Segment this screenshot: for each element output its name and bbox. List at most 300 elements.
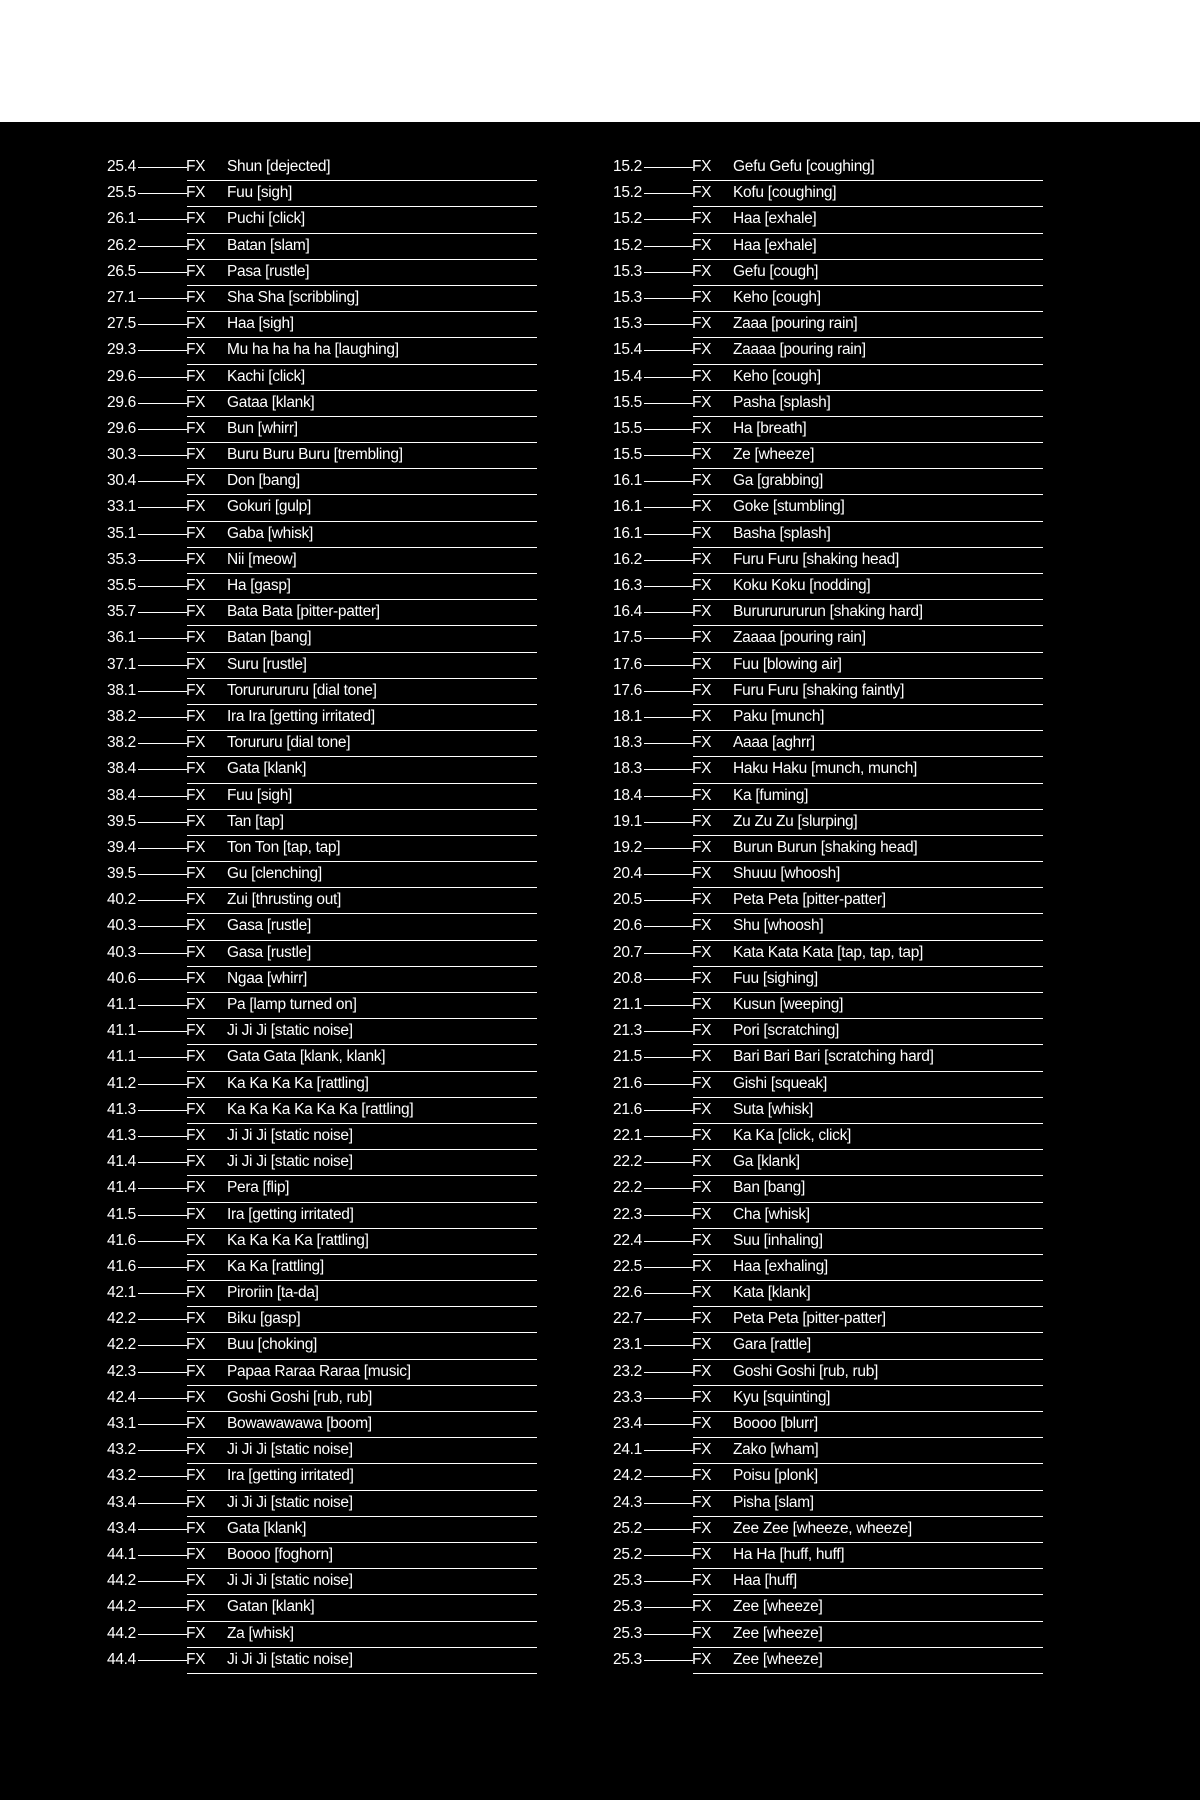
sound-effect-translation: Boooo [foghorn] — [227, 1545, 333, 1563]
fx-label: FX — [186, 1153, 206, 1171]
fx-entry — [613, 653, 1043, 679]
leader-line — [644, 769, 693, 770]
leader-line — [138, 953, 187, 954]
leader-line — [138, 926, 187, 927]
sound-effect-translation: Pa [lamp turned on] — [227, 996, 357, 1013]
page-panel-number: 19.2 — [613, 838, 642, 856]
fx-entry — [613, 862, 1043, 888]
fx-entry — [107, 1176, 537, 1202]
fx-label: FX — [186, 262, 206, 280]
fx-label: FX — [692, 1153, 712, 1171]
sound-effect-translation: Zaaaa [pouring rain] — [733, 341, 866, 359]
leader-line — [138, 167, 187, 168]
fx-entry — [613, 1595, 1043, 1621]
fx-label: FX — [186, 472, 206, 490]
fx-entry — [613, 600, 1043, 626]
fx-entry — [107, 155, 537, 181]
leader-line — [644, 1634, 693, 1635]
leader-line — [644, 534, 693, 535]
fx-label: FX — [186, 577, 206, 594]
fx-entry — [107, 862, 537, 888]
sound-effect-translation: Ha [gasp] — [227, 577, 291, 594]
leader-line — [138, 822, 187, 823]
page-panel-number: 42.2 — [107, 1310, 136, 1328]
leader-line — [644, 1529, 693, 1530]
page-panel-number: 39.5 — [107, 865, 136, 883]
page-panel-number: 15.2 — [613, 236, 642, 254]
sound-effect-translation: Gata [klank] — [227, 1519, 307, 1537]
fx-label: FX — [186, 1100, 206, 1118]
leader-line — [138, 403, 187, 404]
fx-label: FX — [692, 838, 712, 856]
leader-line — [644, 691, 693, 692]
page-panel-number: 19.1 — [613, 812, 642, 830]
fx-label: FX — [186, 184, 206, 202]
fx-entry — [107, 600, 537, 626]
leader-line — [138, 350, 187, 351]
fx-label: FX — [692, 655, 712, 673]
leader-line — [644, 1660, 693, 1661]
fx-entry — [107, 312, 537, 338]
page-panel-number: 44.2 — [107, 1624, 136, 1642]
page-panel-number: 25.5 — [107, 184, 136, 202]
page-panel-number: 21.1 — [613, 996, 642, 1013]
page-panel-number: 41.6 — [107, 1257, 136, 1275]
fx-entry — [107, 1255, 537, 1281]
fx-label: FX — [186, 1441, 206, 1459]
page-panel-number: 38.1 — [107, 681, 136, 699]
sound-effect-translation: Keho [cough] — [733, 288, 821, 306]
page-panel-number: 20.6 — [613, 917, 642, 935]
fx-label: FX — [692, 184, 712, 202]
fx-entry — [107, 1124, 537, 1150]
leader-line — [644, 796, 693, 797]
page-panel-number: 44.4 — [107, 1650, 136, 1668]
page-panel-number: 29.6 — [107, 419, 136, 437]
page-panel-number: 44.1 — [107, 1545, 136, 1563]
page-panel-number: 22.2 — [613, 1153, 642, 1171]
leader-line — [138, 1319, 187, 1320]
sound-effect-translation: Torururu [dial tone] — [227, 734, 351, 752]
page-panel-number: 23.3 — [613, 1388, 642, 1406]
fx-label: FX — [186, 1650, 206, 1668]
page-panel-number: 22.4 — [613, 1231, 642, 1249]
leader-line — [138, 1581, 187, 1582]
sound-effect-translation: Boooo [blurr] — [733, 1415, 818, 1432]
page-panel-number: 15.2 — [613, 210, 642, 228]
sound-effect-translation: Ira [getting irritated] — [227, 1205, 354, 1223]
leader-line — [644, 1607, 693, 1608]
sound-effect-translation: Ira [getting irritated] — [227, 1467, 354, 1485]
page-panel-number: 39.5 — [107, 812, 136, 830]
leader-line — [138, 324, 187, 325]
sound-effect-translation: Gasa [rustle] — [227, 917, 311, 935]
page-panel-number: 18.3 — [613, 760, 642, 778]
page-panel-number: 25.3 — [613, 1650, 642, 1668]
fx-entry — [107, 888, 537, 914]
sound-effect-translation: Poisu [plonk] — [733, 1467, 818, 1485]
sound-effect-translation: Ka Ka Ka Ka [rattling] — [227, 1074, 369, 1092]
fx-label: FX — [186, 1519, 206, 1537]
fx-entry — [613, 207, 1043, 233]
fx-entry — [613, 443, 1043, 469]
sound-effect-translation: Mu ha ha ha ha [laughing] — [227, 341, 399, 359]
fx-label: FX — [692, 577, 712, 594]
page-panel-number: 43.2 — [107, 1467, 136, 1485]
sound-effect-translation: Ka Ka Ka Ka Ka Ka [rattling] — [227, 1100, 414, 1118]
leader-line — [644, 953, 693, 954]
leader-line — [644, 822, 693, 823]
page-panel-number: 41.2 — [107, 1074, 136, 1092]
fx-entry — [613, 757, 1043, 783]
page-panel-number: 33.1 — [107, 498, 136, 516]
page-panel-number: 38.2 — [107, 734, 136, 752]
fx-entry — [613, 784, 1043, 810]
fx-entry — [613, 548, 1043, 574]
page-panel-number: 30.4 — [107, 472, 136, 490]
sound-effect-translation: Bun [whirr] — [227, 419, 298, 437]
fx-label: FX — [692, 1336, 712, 1354]
fx-entry — [107, 1203, 537, 1229]
sound-effect-translation: Fuu [sigh] — [227, 786, 293, 804]
fx-column-left — [107, 155, 537, 1674]
leader-line — [138, 560, 187, 561]
sound-effect-translation: Gara [rattle] — [733, 1336, 811, 1354]
fx-label: FX — [692, 1598, 712, 1616]
fx-entry — [107, 1072, 537, 1098]
fx-label: FX — [186, 838, 206, 856]
fx-label: FX — [186, 1545, 206, 1563]
fx-label: FX — [692, 734, 712, 752]
sound-effect-translation: Batan [slam] — [227, 236, 310, 254]
leader-line — [138, 1293, 187, 1294]
fx-entry — [107, 495, 537, 521]
page-panel-number: 18.3 — [613, 734, 642, 752]
fx-entry — [107, 1569, 537, 1595]
leader-line — [138, 900, 187, 901]
page-panel-number: 42.2 — [107, 1336, 136, 1354]
page-panel-number: 20.5 — [613, 891, 642, 909]
fx-entry — [107, 522, 537, 548]
page-panel-number: 38.4 — [107, 760, 136, 778]
fx-entry — [107, 784, 537, 810]
sound-effect-translation: Piroriin [ta-da] — [227, 1284, 319, 1302]
sound-effect-translation: Ka Ka Ka Ka [rattling] — [227, 1231, 369, 1249]
sound-effect-translation: Bowawawawa [boom] — [227, 1415, 372, 1432]
fx-entry — [107, 836, 537, 862]
sound-effect-translation: Koku Koku [nodding] — [733, 577, 871, 594]
leader-line — [644, 403, 693, 404]
fx-entry — [613, 417, 1043, 443]
page-panel-number: 16.1 — [613, 524, 642, 542]
fx-label: FX — [692, 419, 712, 437]
fx-entry — [613, 1543, 1043, 1569]
sound-effect-translation: Gaba [whisk] — [227, 524, 313, 542]
fx-entry — [107, 207, 537, 233]
fx-entry — [107, 1333, 537, 1359]
sound-effect-translation: Gasa [rustle] — [227, 943, 311, 961]
fx-entry — [613, 365, 1043, 391]
page-panel-number: 16.2 — [613, 550, 642, 568]
sound-effect-translation: Suu [inhaling] — [733, 1231, 823, 1249]
leader-line — [644, 324, 693, 325]
leader-line — [138, 1529, 187, 1530]
leader-line — [138, 1450, 187, 1451]
leader-line — [644, 1267, 693, 1268]
fx-entry — [107, 1281, 537, 1307]
sound-effect-translation: Zako [wham] — [733, 1441, 819, 1459]
fx-entry — [107, 914, 537, 940]
leader-line — [138, 1555, 187, 1556]
leader-line — [644, 167, 693, 168]
leader-line — [138, 1398, 187, 1399]
leader-line — [644, 193, 693, 194]
leader-line — [138, 1345, 187, 1346]
fx-label: FX — [186, 865, 206, 883]
leader-line — [138, 1031, 187, 1032]
fx-label: FX — [692, 498, 712, 516]
fx-label: FX — [186, 498, 206, 516]
fx-entry — [613, 391, 1043, 417]
sound-effect-translation: Zee [wheeze] — [733, 1624, 823, 1642]
fx-label: FX — [692, 1362, 712, 1380]
page-panel-number: 44.2 — [107, 1598, 136, 1616]
fx-entry — [613, 155, 1043, 181]
sound-effect-translation: Furu Furu [shaking head] — [733, 550, 899, 568]
page-panel-number: 36.1 — [107, 629, 136, 647]
sound-effect-translation: Gishi [squeak] — [733, 1074, 828, 1092]
leader-line — [644, 1110, 693, 1111]
leader-line — [644, 1241, 693, 1242]
fx-label: FX — [186, 1074, 206, 1092]
fx-entry — [613, 1360, 1043, 1386]
page-panel-number: 15.5 — [613, 393, 642, 411]
sound-effect-translation: Suta [whisk] — [733, 1100, 813, 1118]
fx-label: FX — [692, 262, 712, 280]
fx-entry — [613, 1438, 1043, 1464]
fx-label: FX — [186, 393, 206, 411]
sound-effect-translation: Peta Peta [pitter-patter] — [733, 1310, 886, 1328]
page-panel-number: 25.3 — [613, 1572, 642, 1590]
fx-label: FX — [186, 341, 206, 359]
fx-entry — [107, 653, 537, 679]
fx-label: FX — [692, 1493, 712, 1511]
fx-label: FX — [186, 524, 206, 542]
fx-label: FX — [692, 681, 712, 699]
sound-effect-translation: Kachi [click] — [227, 367, 305, 385]
fx-entry — [107, 548, 537, 574]
leader-line — [644, 979, 693, 980]
leader-line — [138, 1057, 187, 1058]
page-panel-number: 24.3 — [613, 1493, 642, 1511]
fx-label: FX — [692, 393, 712, 411]
fx-entry — [107, 443, 537, 469]
leader-line — [644, 1162, 693, 1163]
fx-label: FX — [692, 367, 712, 385]
page-panel-number: 26.1 — [107, 210, 136, 228]
page-panel-number: 35.5 — [107, 577, 136, 594]
sound-effect-translation: Batan [bang] — [227, 629, 312, 647]
fx-label: FX — [692, 891, 712, 909]
fx-label: FX — [186, 210, 206, 228]
sound-effect-translation: Haa [exhaling] — [733, 1257, 828, 1275]
leader-line — [138, 979, 187, 980]
leader-line — [644, 874, 693, 875]
fx-label: FX — [186, 996, 206, 1013]
page-panel-number: 27.1 — [107, 288, 136, 306]
fx-entry — [613, 1333, 1043, 1359]
sound-effect-translation: Ton Ton [tap, tap] — [227, 838, 341, 856]
leader-line — [644, 481, 693, 482]
fx-entry — [107, 1438, 537, 1464]
sound-effect-translation: Furu Furu [shaking faintly] — [733, 681, 905, 699]
fx-entry — [107, 1491, 537, 1517]
leader-line — [138, 193, 187, 194]
leader-line — [138, 638, 187, 639]
page-panel-number: 43.4 — [107, 1493, 136, 1511]
leader-line — [644, 1503, 693, 1504]
leader-line — [138, 1215, 187, 1216]
leader-line — [644, 1057, 693, 1058]
leader-line — [644, 743, 693, 744]
page-panel-number: 22.5 — [613, 1257, 642, 1275]
fx-label: FX — [186, 1415, 206, 1432]
sound-effect-translation: Ji Ji Ji [static noise] — [227, 1126, 353, 1144]
fx-label: FX — [692, 524, 712, 542]
sound-effect-translation: Basha [splash] — [733, 524, 831, 542]
fx-label: FX — [186, 1388, 206, 1406]
fx-label: FX — [692, 1179, 712, 1197]
fx-label: FX — [186, 446, 206, 464]
fx-entry — [613, 181, 1043, 207]
page-panel-number: 29.3 — [107, 341, 136, 359]
leader-line — [644, 1319, 693, 1320]
fx-entry — [613, 626, 1043, 652]
fx-label: FX — [692, 943, 712, 961]
leader-line — [138, 1267, 187, 1268]
fx-label: FX — [692, 1074, 712, 1092]
fx-entry — [613, 1255, 1043, 1281]
page-panel-number: 41.5 — [107, 1205, 136, 1223]
fx-entry — [107, 574, 537, 600]
sound-effect-translation: Don [bang] — [227, 472, 300, 490]
leader-line — [138, 1110, 187, 1111]
sound-effect-translation: Keho [cough] — [733, 367, 821, 385]
fx-label: FX — [186, 969, 206, 987]
fx-entry — [613, 1412, 1043, 1438]
leader-line — [644, 377, 693, 378]
fx-entry — [613, 1098, 1043, 1124]
page-panel-number: 20.7 — [613, 943, 642, 961]
fx-entry — [107, 1150, 537, 1176]
sound-effect-translation: Sha Sha [scribbling] — [227, 288, 359, 306]
page-panel-number: 41.6 — [107, 1231, 136, 1249]
sound-effect-translation: Bata Bata [pitter-patter] — [227, 603, 380, 621]
sound-effect-translation: Ka Ka [rattling] — [227, 1257, 324, 1275]
fx-label: FX — [186, 1362, 206, 1380]
fx-label: FX — [186, 315, 206, 333]
sound-effect-translation: Tan [tap] — [227, 812, 284, 830]
leader-line — [138, 1162, 187, 1163]
leader-line — [138, 1241, 187, 1242]
sound-effect-translation: Haa [huff] — [733, 1572, 797, 1590]
fx-label: FX — [692, 969, 712, 987]
fx-label: FX — [186, 419, 206, 437]
leader-line — [138, 717, 187, 718]
page-panel-number: 20.4 — [613, 865, 642, 883]
sound-effect-translation: Ira Ira [getting irritated] — [227, 707, 375, 725]
fx-entry — [613, 1569, 1043, 1595]
fx-label: FX — [692, 1257, 712, 1275]
page-panel-number: 15.4 — [613, 341, 642, 359]
fx-entry — [613, 234, 1043, 260]
fx-entry — [107, 1595, 537, 1621]
sound-effect-translation: Goshi Goshi [rub, rub] — [227, 1388, 373, 1406]
fx-label: FX — [692, 1048, 712, 1066]
page-panel-number: 40.2 — [107, 891, 136, 909]
leader-line — [138, 612, 187, 613]
fx-entry — [613, 1019, 1043, 1045]
fx-label: FX — [692, 865, 712, 883]
sound-effect-translation: Paku [munch] — [733, 707, 825, 725]
page-panel-number: 41.4 — [107, 1179, 136, 1197]
sound-effect-translation: Cha [whisk] — [733, 1205, 810, 1223]
sound-effect-translation: Zaaa [pouring rain] — [733, 315, 858, 333]
leader-line — [644, 1031, 693, 1032]
fx-label: FX — [186, 681, 206, 699]
sound-effect-translation: Goshi Goshi [rub, rub] — [733, 1362, 879, 1380]
sound-effect-translation: Fuu [blowing air] — [733, 655, 842, 673]
page-panel-number: 18.1 — [613, 707, 642, 725]
leader-line — [644, 1293, 693, 1294]
fx-entry — [613, 1622, 1043, 1648]
sound-effect-translation: Suru [rustle] — [227, 655, 307, 673]
page-panel-number: 23.4 — [613, 1415, 642, 1432]
fx-entry — [613, 914, 1043, 940]
sound-effect-translation: Haku Haku [munch, munch] — [733, 760, 918, 778]
page-panel-number: 17.6 — [613, 681, 642, 699]
leader-line — [644, 246, 693, 247]
leader-line — [138, 769, 187, 770]
leader-line — [138, 1424, 187, 1425]
sound-effect-translation: Gu [clenching] — [227, 865, 322, 883]
fx-label: FX — [186, 1231, 206, 1249]
fx-entry — [107, 679, 537, 705]
fx-label: FX — [186, 603, 206, 621]
sound-effect-translation: Torururururu [dial tone] — [227, 681, 377, 699]
fx-entry — [613, 1491, 1043, 1517]
sound-effect-translation: Buu [choking] — [227, 1336, 318, 1354]
fx-label: FX — [692, 786, 712, 804]
fx-entry — [107, 286, 537, 312]
fx-entry — [107, 469, 537, 495]
page-panel-number: 37.1 — [107, 655, 136, 673]
fx-label: FX — [186, 158, 206, 175]
leader-line — [644, 1424, 693, 1425]
fx-entry — [107, 181, 537, 207]
fx-entry — [107, 338, 537, 364]
leader-line — [644, 429, 693, 430]
fx-entry — [613, 1517, 1043, 1543]
fx-label: FX — [692, 1467, 712, 1485]
leader-line — [644, 1136, 693, 1137]
fx-label: FX — [186, 943, 206, 961]
leader-line — [644, 1450, 693, 1451]
fx-label: FX — [692, 288, 712, 306]
fx-label: FX — [692, 1231, 712, 1249]
page-panel-number: 29.6 — [107, 393, 136, 411]
sound-effect-translation: Gata Gata [klank, klank] — [227, 1048, 386, 1066]
